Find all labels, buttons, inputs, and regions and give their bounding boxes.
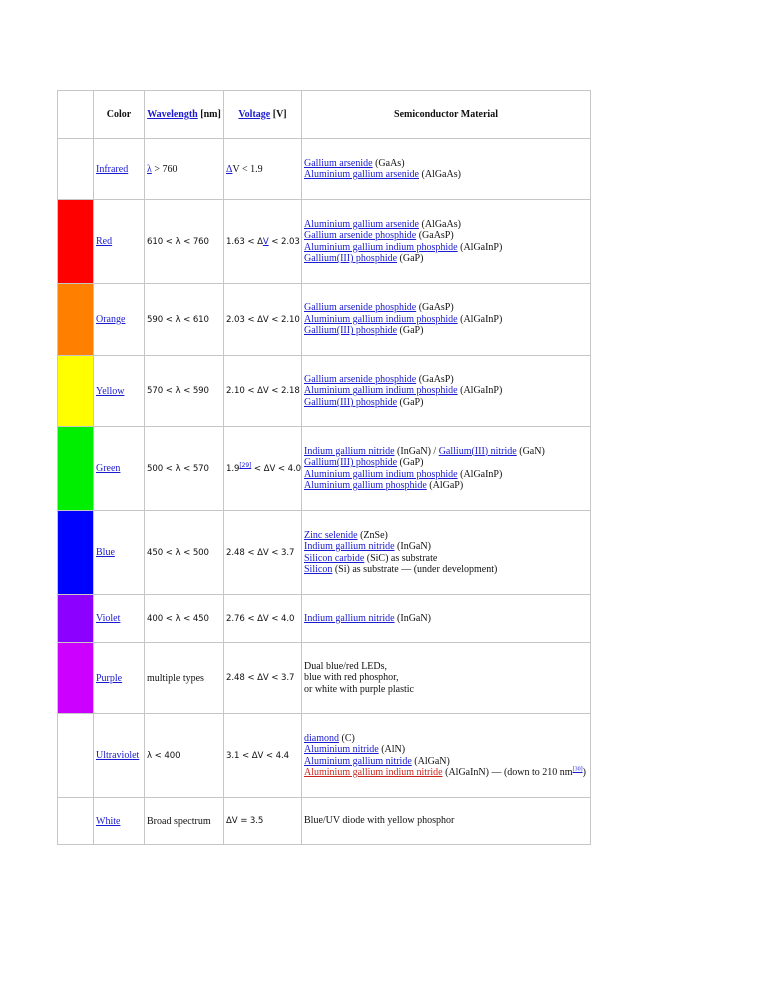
- material-cell: [302, 427, 591, 511]
- material-text: (AlGaAs): [418, 218, 461, 230]
- material-link[interactable]: Aluminium gallium nitride: [304, 755, 412, 767]
- voltage-text: 1.63 < Δ: [226, 236, 263, 247]
- color-name-link[interactable]: Green: [96, 463, 121, 474]
- wavelength-text: 610 < λ < 760: [147, 236, 209, 247]
- material-line: [304, 756, 588, 768]
- material-link[interactable]: Silicon: [304, 564, 333, 575]
- table-body: [58, 139, 591, 845]
- material-cell: [302, 643, 591, 714]
- wavelength-text: Broad spectrum: [147, 815, 211, 827]
- material-text: (GaP): [397, 396, 424, 408]
- material-line: [304, 314, 588, 326]
- color-name-cell: [94, 714, 145, 798]
- table-row-violet: [58, 595, 591, 643]
- wavelength-text: 400 < λ < 450: [147, 613, 209, 624]
- voltage-text: < ΔV < 4.0: [251, 463, 301, 474]
- material-text: (AlGaAs): [418, 169, 461, 180]
- material-line: [304, 767, 588, 779]
- wavelength-cell: [145, 284, 224, 356]
- voltage-text: 2.10 < ΔV < 2.18: [226, 386, 300, 396]
- material-link[interactable]: Gallium arsenide phosphide: [304, 373, 417, 385]
- material-text: Dual blue/red LEDs,: [304, 660, 388, 672]
- voltage-header: [224, 91, 302, 139]
- color-swatch: [58, 284, 94, 356]
- material-text: (InGaN): [394, 612, 431, 624]
- material-line: [304, 325, 588, 337]
- material-link[interactable]: Aluminium gallium indium phosphide: [304, 468, 458, 480]
- material-text: (InGaN): [394, 541, 431, 552]
- wavelength-header-link[interactable]: Wavelength: [147, 109, 198, 120]
- table-row-red: [58, 200, 591, 284]
- color-name-link[interactable]: Purple: [96, 672, 123, 684]
- material-link[interactable]: Aluminium gallium phosphide: [304, 480, 427, 491]
- material-line: [304, 613, 588, 625]
- material-text: (AlGaInP): [457, 385, 503, 397]
- material-line: [304, 457, 588, 469]
- color-name-link[interactable]: White: [96, 815, 121, 827]
- material-text: (AlGaN): [411, 755, 450, 767]
- color-name-link[interactable]: Orange: [96, 314, 126, 325]
- voltage-unit: [V]: [270, 109, 287, 120]
- material-text: Blue/UV diode with yellow phosphor: [304, 815, 455, 827]
- color-swatch: [58, 595, 94, 643]
- color-name-cell: [94, 798, 145, 845]
- material-link[interactable]: Gallium(III) nitride: [438, 445, 517, 457]
- material-line: [304, 242, 588, 254]
- material-line: [304, 530, 588, 542]
- material-cell: [302, 595, 591, 643]
- voltage-text: 2.03 < ΔV < 2.10: [226, 314, 300, 325]
- wavelength-text: 500 < λ < 570: [147, 463, 209, 474]
- voltage-text: V < 1.9: [232, 163, 263, 175]
- wavelength-unit: [nm]: [197, 109, 221, 120]
- material-line: [304, 385, 588, 397]
- material-link[interactable]: Aluminium gallium arsenide: [304, 169, 419, 180]
- material-text: (AlGaInP): [457, 241, 503, 253]
- table-row-infrared: [58, 139, 591, 200]
- color-name-cell: [94, 643, 145, 714]
- material-line: [304, 469, 588, 481]
- material-text: (GaP): [397, 325, 424, 337]
- color-name-link[interactable]: Yellow: [96, 385, 125, 397]
- voltage-cell: [224, 284, 302, 356]
- voltage-text: 2.48 < ΔV < 3.7: [226, 673, 295, 683]
- wavelength-text: 590 < λ < 610: [147, 314, 209, 325]
- color-swatch: [58, 200, 94, 284]
- material-text: (GaN): [516, 445, 545, 457]
- material-text: (GaAsP): [416, 230, 454, 241]
- wavelength-header: [145, 91, 224, 139]
- color-name-link[interactable]: Ultraviolet: [96, 750, 140, 761]
- material-line: [304, 744, 588, 756]
- color-swatch: [58, 511, 94, 595]
- material-text: (AlGaInN) — (down to 210 nm: [442, 767, 573, 778]
- material-text: (GaP): [397, 457, 424, 468]
- color-name-link[interactable]: Infrared: [96, 163, 129, 175]
- material-link[interactable]: Indium gallium nitride: [304, 445, 395, 457]
- wavelength-text: 450 < λ < 500: [147, 547, 209, 558]
- color-swatch: [58, 356, 94, 427]
- voltage-text: 1.9: [226, 463, 240, 474]
- color-name-link[interactable]: Blue: [96, 547, 115, 558]
- citation-link[interactable]: [30]: [572, 766, 583, 773]
- material-line: [304, 661, 588, 673]
- material-line: [304, 219, 588, 231]
- voltage-cell: [224, 427, 302, 511]
- voltage-cell: [224, 356, 302, 427]
- wavelength-cell: [145, 798, 224, 845]
- table-row-white: [58, 798, 591, 845]
- material-text: or white with purple plastic: [304, 683, 414, 695]
- wavelength-cell: [145, 643, 224, 714]
- material-text: (GaAs): [372, 157, 405, 169]
- color-name-cell: [94, 595, 145, 643]
- citation-link[interactable]: [29]: [239, 461, 252, 469]
- material-line: [304, 815, 588, 827]
- material-link[interactable]: Gallium(III) phosphide: [304, 396, 398, 408]
- material-line: [304, 672, 588, 684]
- material-line: [304, 169, 588, 181]
- material-text: blue with red phosphor,: [304, 672, 399, 684]
- voltage-cell: [224, 511, 302, 595]
- voltage-text: < 2.03: [268, 236, 300, 247]
- material-cell: [302, 511, 591, 595]
- material-text: (GaAsP): [416, 302, 454, 314]
- material-link[interactable]: Gallium arsenide phosphide: [304, 230, 417, 241]
- material-cell: [302, 798, 591, 845]
- material-text: (AlGaInP): [457, 313, 503, 325]
- material-line: [304, 253, 588, 265]
- material-line: [304, 158, 588, 170]
- material-link[interactable]: Indium gallium nitride: [304, 612, 395, 624]
- material-link[interactable]: Gallium arsenide phosphide: [304, 302, 417, 314]
- voltage-header-link[interactable]: Voltage: [238, 109, 271, 120]
- wavelength-cell: [145, 139, 224, 200]
- material-cell: [302, 284, 591, 356]
- material-line: [304, 480, 588, 492]
- wavelength-cell: [145, 714, 224, 798]
- material-text: (GaP): [397, 253, 424, 264]
- wavelength-text: multiple types: [147, 672, 204, 684]
- table-row-yellow: [58, 356, 591, 427]
- wavelength-text: λ < 400: [147, 750, 181, 761]
- wavelength-text: > 760: [151, 163, 178, 175]
- wavelength-cell: [145, 356, 224, 427]
- color-name-link[interactable]: Violet: [96, 613, 121, 624]
- material-line: [304, 374, 588, 386]
- material-link[interactable]: Aluminium gallium indium phosphide: [304, 313, 458, 325]
- color-swatch: [58, 643, 94, 714]
- swatch-header: [58, 91, 94, 139]
- table-row-orange: [58, 284, 591, 356]
- material-link[interactable]: Gallium(III) phosphide: [304, 253, 398, 264]
- wavelength-link[interactable]: λ: [147, 163, 152, 175]
- voltage-link[interactable]: Δ: [226, 163, 233, 175]
- material-line: [304, 684, 588, 696]
- material-text: (InGaN) /: [394, 445, 439, 457]
- voltage-text: 2.48 < ΔV < 3.7: [226, 547, 295, 558]
- table-row-blue: [58, 511, 591, 595]
- material-text: (GaAsP): [416, 373, 454, 385]
- material-line: [304, 230, 588, 242]
- color-name-cell: [94, 427, 145, 511]
- table-header-row: [58, 91, 591, 139]
- material-text: (AlN): [378, 744, 406, 755]
- material-link[interactable]: Indium gallium nitride: [304, 541, 395, 552]
- voltage-cell: [224, 798, 302, 845]
- material-text: (ZnSe): [357, 529, 388, 541]
- material-line: [304, 553, 588, 565]
- table-row-purple: [58, 643, 591, 714]
- table-row-ultraviolet: [58, 714, 591, 798]
- material-line: [304, 397, 588, 409]
- color-swatch: [58, 714, 94, 798]
- wavelength-cell: [145, 427, 224, 511]
- color-name-cell: [94, 200, 145, 284]
- color-swatch: [58, 427, 94, 511]
- color-name-cell: [94, 139, 145, 200]
- material-line: [304, 733, 588, 745]
- material-line: [304, 302, 588, 314]
- material-line: [304, 446, 588, 458]
- voltage-text: 3.1 < ΔV < 4.4: [226, 750, 290, 761]
- color-swatch: [58, 798, 94, 845]
- material-text: ): [582, 767, 586, 778]
- material-link[interactable]: Gallium(III) phosphide: [304, 325, 398, 337]
- color-swatch: [58, 139, 94, 200]
- material-link[interactable]: Silicon carbide: [304, 552, 365, 564]
- voltage-text: 2.76 < ΔV < 4.0: [226, 613, 295, 624]
- material-link[interactable]: diamond: [304, 732, 339, 744]
- voltage-cell: [224, 714, 302, 798]
- material-text: (C): [339, 732, 355, 744]
- material-link[interactable]: Aluminium gallium indium phosphide: [304, 385, 458, 397]
- wavelength-cell: [145, 200, 224, 284]
- voltage-cell: [224, 595, 302, 643]
- voltage-text: ΔV = 3.5: [226, 816, 264, 826]
- wavelength-text: 570 < λ < 590: [147, 386, 209, 396]
- material-link[interactable]: Gallium(III) phosphide: [304, 457, 398, 468]
- material-line: [304, 541, 588, 553]
- voltage-link[interactable]: V: [262, 236, 269, 247]
- table-row-green: [58, 427, 591, 511]
- material-header: Semiconductor Material: [302, 91, 591, 139]
- material-redlink[interactable]: Aluminium gallium indium nitride: [304, 767, 443, 778]
- voltage-cell: [224, 643, 302, 714]
- material-link[interactable]: Gallium arsenide: [304, 157, 373, 169]
- wavelength-cell: [145, 511, 224, 595]
- color-name-cell: [94, 511, 145, 595]
- material-text: (AlGaInP): [457, 468, 503, 480]
- material-text: (SiC) as substrate: [364, 552, 438, 564]
- material-link[interactable]: Aluminium nitride: [304, 744, 379, 755]
- material-cell: [302, 714, 591, 798]
- material-cell: [302, 200, 591, 284]
- wavelength-cell: [145, 595, 224, 643]
- color-name-cell: [94, 356, 145, 427]
- material-link[interactable]: Aluminium gallium indium phosphide: [304, 241, 458, 253]
- voltage-cell: [224, 139, 302, 200]
- material-cell: [302, 356, 591, 427]
- color-header: Color: [94, 91, 145, 139]
- material-link[interactable]: Aluminium gallium arsenide: [304, 218, 419, 230]
- material-text: (Si) as substrate — (under development): [332, 564, 498, 575]
- color-name-link[interactable]: Red: [96, 236, 113, 247]
- material-line: [304, 564, 588, 576]
- color-name-cell: [94, 284, 145, 356]
- led-color-table: [57, 90, 591, 845]
- material-link[interactable]: Zinc selenide: [304, 529, 358, 541]
- material-cell: [302, 139, 591, 200]
- material-text: (AlGaP): [426, 480, 464, 491]
- voltage-cell: [224, 200, 302, 284]
